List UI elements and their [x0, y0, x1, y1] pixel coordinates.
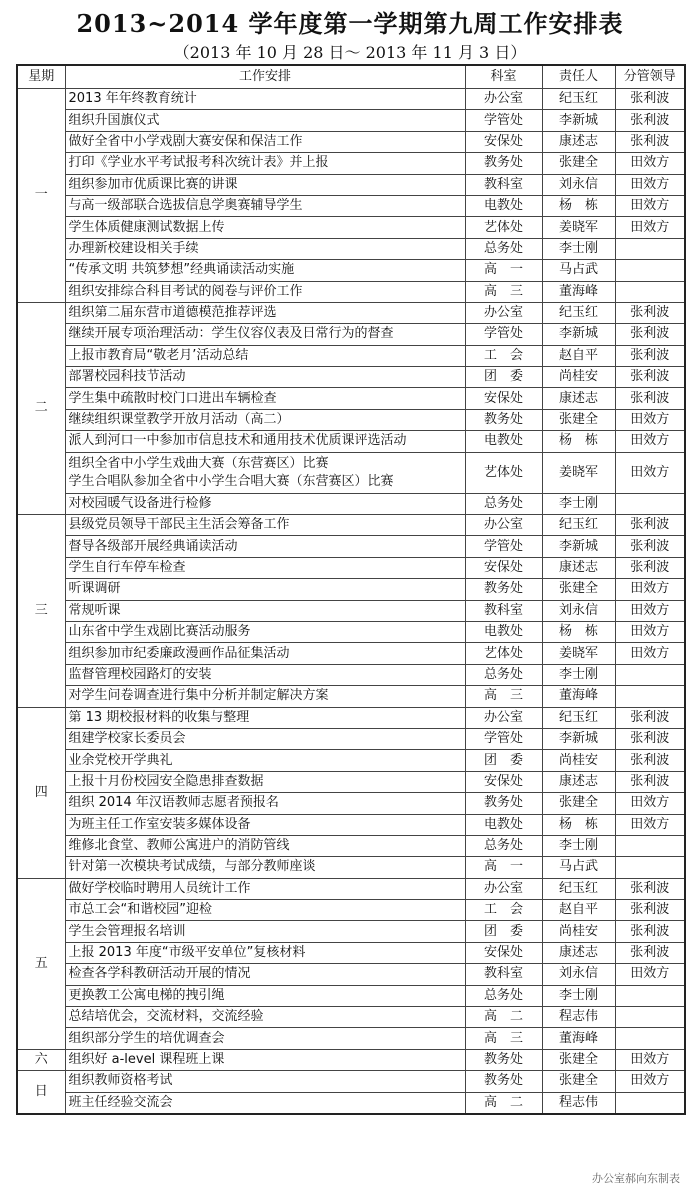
table-row [17, 388, 685, 409]
dept-cell: 学管处 [465, 536, 542, 557]
leader-cell [615, 260, 685, 281]
person-cell: 李士刚 [542, 664, 615, 685]
leader-cell: 田效方 [615, 964, 685, 985]
page-title: 2013~2014 学年度第一学期第九周工作安排表 [76, 9, 624, 38]
leader-cell [615, 238, 685, 259]
leader-cell: 张利波 [615, 921, 685, 942]
person-cell: 刘永信 [542, 600, 615, 621]
table-row [17, 324, 685, 345]
dept-cell: 高 三 [465, 686, 542, 707]
task-cell: 常规听课 [65, 600, 465, 621]
header-task: 工作安排 [65, 65, 465, 89]
dept-cell: 总务处 [465, 985, 542, 1006]
dept-cell: 艺体处 [465, 452, 542, 493]
day-cell: 三 [17, 515, 65, 708]
task-cell: 监督管理校园路灯的安装 [65, 664, 465, 685]
person-cell: 张建全 [542, 409, 615, 430]
dept-cell: 教科室 [465, 600, 542, 621]
footer-note: 办公室郝向东制表 [592, 1172, 680, 1185]
dept-cell: 教务处 [465, 579, 542, 600]
dept-cell: 教务处 [465, 1071, 542, 1092]
dept-cell: 高 三 [465, 281, 542, 302]
header-leader: 分管领导 [615, 65, 685, 89]
task-cell: 组织教师资格考试 [65, 1071, 465, 1092]
leader-cell: 田效方 [615, 195, 685, 216]
table-row [17, 814, 685, 835]
task-cell: 业余党校开学典礼 [65, 750, 465, 771]
task-cell: 组织第二届东营市道德模范推荐评选 [65, 302, 465, 323]
person-cell: 姜晓军 [542, 217, 615, 238]
dept-cell: 办公室 [465, 707, 542, 728]
task-cell: 对校园暖气设备进行检修 [65, 493, 465, 514]
dept-cell: 高 三 [465, 1028, 542, 1049]
task-cell: 学生会管理报名培训 [65, 921, 465, 942]
person-cell: 马占武 [542, 857, 615, 878]
task-cell: 2013 年年终教育统计 [65, 89, 465, 110]
person-cell: 尚桂安 [542, 750, 615, 771]
leader-cell: 张利波 [615, 771, 685, 792]
table-row [17, 921, 685, 942]
table-row [17, 1092, 685, 1114]
table-row [17, 260, 685, 281]
table-row [17, 900, 685, 921]
person-cell: 赵自平 [542, 345, 615, 366]
person-cell: 纪玉红 [542, 707, 615, 728]
person-cell: 尚桂安 [542, 921, 615, 942]
task-cell: 学生集中疏散时校门口进出车辆检查 [65, 388, 465, 409]
leader-cell: 张利波 [615, 900, 685, 921]
leader-cell: 田效方 [615, 1071, 685, 1092]
person-cell: 康述志 [542, 771, 615, 792]
task-cell: “传承文明 共筑梦想”经典诵读活动实施 [65, 260, 465, 281]
table-row [17, 431, 685, 452]
table-row [17, 771, 685, 792]
leader-cell: 张利波 [615, 367, 685, 388]
person-cell: 张建全 [542, 579, 615, 600]
leader-cell: 张利波 [615, 388, 685, 409]
table-row [17, 964, 685, 985]
person-cell: 纪玉红 [542, 878, 615, 899]
task-cell: 上报 2013 年度“市级平安单位”复核材料 [65, 942, 465, 963]
task-cell: 更换教工公寓电梯的拽引绳 [65, 985, 465, 1006]
leader-cell [615, 1007, 685, 1028]
leader-cell [615, 686, 685, 707]
leader-cell: 张利波 [615, 707, 685, 728]
table-row [17, 493, 685, 514]
task-cell: 上报市教育局“敬老月’活动总结 [65, 345, 465, 366]
person-cell: 董海峰 [542, 1028, 615, 1049]
leader-cell: 田效方 [615, 621, 685, 642]
table-row [17, 1028, 685, 1049]
task-cell: 做好学校临时聘用人员统计工作 [65, 878, 465, 899]
dept-cell: 艺体处 [465, 643, 542, 664]
leader-cell: 田效方 [615, 1049, 685, 1070]
leader-cell: 田效方 [615, 431, 685, 452]
table-row [17, 728, 685, 749]
leader-cell: 田效方 [615, 600, 685, 621]
person-cell: 马占武 [542, 260, 615, 281]
dept-cell: 教务处 [465, 793, 542, 814]
leader-cell: 田效方 [615, 217, 685, 238]
dept-cell: 教务处 [465, 409, 542, 430]
dept-cell: 办公室 [465, 302, 542, 323]
leader-cell: 张利波 [615, 728, 685, 749]
person-cell: 李新城 [542, 110, 615, 131]
task-cell: 组织升国旗仪式 [65, 110, 465, 131]
person-cell: 康述志 [542, 942, 615, 963]
leader-cell: 张利波 [615, 515, 685, 536]
dept-cell: 安保处 [465, 557, 542, 578]
table-row [17, 857, 685, 878]
task-cell: 对学生问卷调查进行集中分析并制定解决方案 [65, 686, 465, 707]
leader-cell: 田效方 [615, 793, 685, 814]
task-cell: 检查各学科教研活动开展的情况 [65, 964, 465, 985]
day-cell: 日 [17, 1071, 65, 1114]
dept-cell: 办公室 [465, 515, 542, 536]
task-cell: 总结培优会，交流材料，交流经验 [65, 1007, 465, 1028]
person-cell: 纪玉红 [542, 89, 615, 110]
leader-cell: 张利波 [615, 110, 685, 131]
person-cell: 李士刚 [542, 493, 615, 514]
dept-cell: 学管处 [465, 728, 542, 749]
table-row [17, 515, 685, 536]
dept-cell: 电教处 [465, 814, 542, 835]
dept-cell: 教科室 [465, 174, 542, 195]
leader-cell [615, 1092, 685, 1114]
dept-cell: 电教处 [465, 195, 542, 216]
dept-cell: 团 委 [465, 367, 542, 388]
person-cell: 姜晓军 [542, 643, 615, 664]
table-row [17, 621, 685, 642]
leader-cell: 田效方 [615, 409, 685, 430]
day-cell: 五 [17, 878, 65, 1049]
task-cell: 与高一级部联合选拔信息学奥赛辅导学生 [65, 195, 465, 216]
person-cell: 姜晓军 [542, 452, 615, 493]
dept-cell: 安保处 [465, 771, 542, 792]
task-line: 组织全省中小学生戏曲大赛（东营赛区）比赛 [68, 455, 329, 471]
leader-cell [615, 664, 685, 685]
dept-cell: 总务处 [465, 238, 542, 259]
task-cell: 督导各级部开展经典诵读活动 [65, 536, 465, 557]
leader-cell: 田效方 [615, 643, 685, 664]
person-cell: 李新城 [542, 536, 615, 557]
person-cell: 杨 栋 [542, 431, 615, 452]
task-cell: 派人到河口一中参加市信息技术和通用技术优质课评选活动 [65, 431, 465, 452]
table-row [17, 985, 685, 1006]
table-row [17, 600, 685, 621]
dept-cell: 学管处 [465, 110, 542, 131]
table-row [17, 1049, 685, 1070]
task-cell: 学生体质健康测试数据上传 [65, 217, 465, 238]
task-cell: 市总工会“和谐校园”迎检 [65, 900, 465, 921]
table-row [17, 1007, 685, 1028]
schedule-body [17, 89, 685, 1114]
task-cell: 组织部分学生的培优调查会 [65, 1028, 465, 1049]
person-cell: 程志伟 [542, 1007, 615, 1028]
leader-cell: 田效方 [615, 814, 685, 835]
task-cell: 班主任经验交流会 [65, 1092, 465, 1114]
task-cell: 部署校园科技节活动 [65, 367, 465, 388]
task-cell: 县级党员领导干部民主生活会筹备工作 [65, 515, 465, 536]
table-row [17, 409, 685, 430]
person-cell: 杨 栋 [542, 814, 615, 835]
table-row [17, 579, 685, 600]
table-row [17, 664, 685, 685]
task-cell: 办理新校建设相关手续 [65, 238, 465, 259]
table-row [17, 793, 685, 814]
person-cell: 刘永信 [542, 964, 615, 985]
dept-cell: 高 一 [465, 857, 542, 878]
dept-cell: 安保处 [465, 388, 542, 409]
person-cell: 李士刚 [542, 835, 615, 856]
leader-cell: 张利波 [615, 131, 685, 152]
task-cell: 组织参加市纪委廉政漫画作品征集活动 [65, 643, 465, 664]
task-cell: 上报十月份校园安全隐患排查数据 [65, 771, 465, 792]
table-row [17, 536, 685, 557]
leader-cell: 张利波 [615, 345, 685, 366]
leader-cell: 张利波 [615, 750, 685, 771]
date-range: （2013 年 10 月 28 日～ 2013 年 11 月 3 日） [173, 43, 527, 62]
dept-cell: 电教处 [465, 621, 542, 642]
leader-cell: 田效方 [615, 452, 685, 493]
table-row [17, 686, 685, 707]
table-row [17, 835, 685, 856]
leader-cell [615, 493, 685, 514]
dept-cell: 安保处 [465, 131, 542, 152]
person-cell: 李新城 [542, 324, 615, 345]
person-cell: 纪玉红 [542, 515, 615, 536]
person-cell: 董海峰 [542, 686, 615, 707]
leader-cell: 张利波 [615, 324, 685, 345]
dept-cell: 总务处 [465, 835, 542, 856]
task-cell [65, 452, 465, 493]
task-cell: 维修北食堂、教师公寓进户的消防管线 [65, 835, 465, 856]
person-cell: 尚桂安 [542, 367, 615, 388]
person-cell: 康述志 [542, 557, 615, 578]
leader-cell [615, 1028, 685, 1049]
day-cell: 四 [17, 707, 65, 878]
table-row [17, 302, 685, 323]
leader-cell: 张利波 [615, 557, 685, 578]
dept-cell: 办公室 [465, 878, 542, 899]
dept-cell: 团 委 [465, 921, 542, 942]
person-cell: 刘永信 [542, 174, 615, 195]
person-cell: 张建全 [542, 153, 615, 174]
person-cell: 李士刚 [542, 985, 615, 1006]
table-row [17, 89, 685, 110]
table-row [17, 367, 685, 388]
dept-cell: 团 委 [465, 750, 542, 771]
table-row [17, 878, 685, 899]
leader-cell [615, 835, 685, 856]
leader-cell [615, 985, 685, 1006]
table-row [17, 174, 685, 195]
person-cell: 董海峰 [542, 281, 615, 302]
person-cell: 张建全 [542, 1049, 615, 1070]
person-cell: 杨 栋 [542, 621, 615, 642]
task-cell: 继续开展专项治理活动：学生仪容仪表及日常行为的督查 [65, 324, 465, 345]
table-row [17, 153, 685, 174]
leader-cell: 张利波 [615, 302, 685, 323]
person-cell: 纪玉红 [542, 302, 615, 323]
task-cell: 听课调研 [65, 579, 465, 600]
header-person: 责任人 [542, 65, 615, 89]
header-day: 星期 [17, 65, 65, 89]
dept-cell: 总务处 [465, 493, 542, 514]
day-cell: 二 [17, 302, 65, 514]
table-row [17, 345, 685, 366]
header-row [17, 65, 685, 89]
task-cell: 第 13 期校报材料的收集与整理 [65, 707, 465, 728]
person-cell: 程志伟 [542, 1092, 615, 1114]
table-row [17, 281, 685, 302]
table-row [17, 942, 685, 963]
task-cell: 打印《学业水平考试报考科次统计表》并上报 [65, 153, 465, 174]
dept-cell: 教务处 [465, 1049, 542, 1070]
dept-cell: 高 二 [465, 1007, 542, 1028]
task-cell: 组织 2014 年汉语教师志愿者预报名 [65, 793, 465, 814]
table-row [17, 1071, 685, 1092]
dept-cell: 高 一 [465, 260, 542, 281]
table-row [17, 452, 685, 493]
dept-cell: 工 会 [465, 345, 542, 366]
table-row [17, 110, 685, 131]
table-row [17, 557, 685, 578]
table-row [17, 195, 685, 216]
leader-cell: 张利波 [615, 89, 685, 110]
person-cell: 赵自平 [542, 900, 615, 921]
person-cell: 李新城 [542, 728, 615, 749]
dept-cell: 高 二 [465, 1092, 542, 1114]
table-row [17, 707, 685, 728]
leader-cell: 田效方 [615, 579, 685, 600]
leader-cell: 张利波 [615, 878, 685, 899]
dept-cell: 艺体处 [465, 217, 542, 238]
task-cell: 为班主任工作室安装多媒体设备 [65, 814, 465, 835]
task-cell: 做好全省中小学戏剧大赛安保和保洁工作 [65, 131, 465, 152]
leader-cell: 张利波 [615, 536, 685, 557]
task-cell: 组建学校家长委员会 [65, 728, 465, 749]
leader-cell [615, 281, 685, 302]
leader-cell: 张利波 [615, 942, 685, 963]
schedule-table [16, 64, 686, 1115]
table-row [17, 131, 685, 152]
person-cell: 杨 栋 [542, 195, 615, 216]
dept-cell: 办公室 [465, 89, 542, 110]
leader-cell [615, 857, 685, 878]
dept-cell: 学管处 [465, 324, 542, 345]
table-row [17, 217, 685, 238]
dept-cell: 总务处 [465, 664, 542, 685]
dept-cell: 教科室 [465, 964, 542, 985]
day-cell: 一 [17, 89, 65, 303]
dept-cell: 安保处 [465, 942, 542, 963]
task-cell: 继续组织课堂教学开放月活动（高二） [65, 409, 465, 430]
dept-cell: 电教处 [465, 431, 542, 452]
task-cell: 山东省中学生戏剧比赛活动服务 [65, 621, 465, 642]
person-cell: 康述志 [542, 388, 615, 409]
leader-cell: 田效方 [615, 153, 685, 174]
header-dept: 科室 [465, 65, 542, 89]
table-row [17, 238, 685, 259]
table-row [17, 643, 685, 664]
task-cell: 组织参加市优质课比赛的讲课 [65, 174, 465, 195]
task-cell: 针对第一次模块考试成绩，与部分教师座谈 [65, 857, 465, 878]
task-cell: 组织好 a-level 课程班上课 [65, 1049, 465, 1070]
dept-cell: 工 会 [465, 900, 542, 921]
person-cell: 李士刚 [542, 238, 615, 259]
day-cell: 六 [17, 1049, 65, 1070]
person-cell: 张建全 [542, 1071, 615, 1092]
person-cell: 康述志 [542, 131, 615, 152]
task-cell: 学生自行车停车检查 [65, 557, 465, 578]
person-cell: 张建全 [542, 793, 615, 814]
table-row [17, 750, 685, 771]
leader-cell: 田效方 [615, 174, 685, 195]
dept-cell: 教务处 [465, 153, 542, 174]
task-cell: 组织安排综合科目考试的阅卷与评价工作 [65, 281, 465, 302]
task-line: 学生合唱队参加全省中小学生合唱大赛（东营赛区）比赛 [68, 473, 394, 489]
